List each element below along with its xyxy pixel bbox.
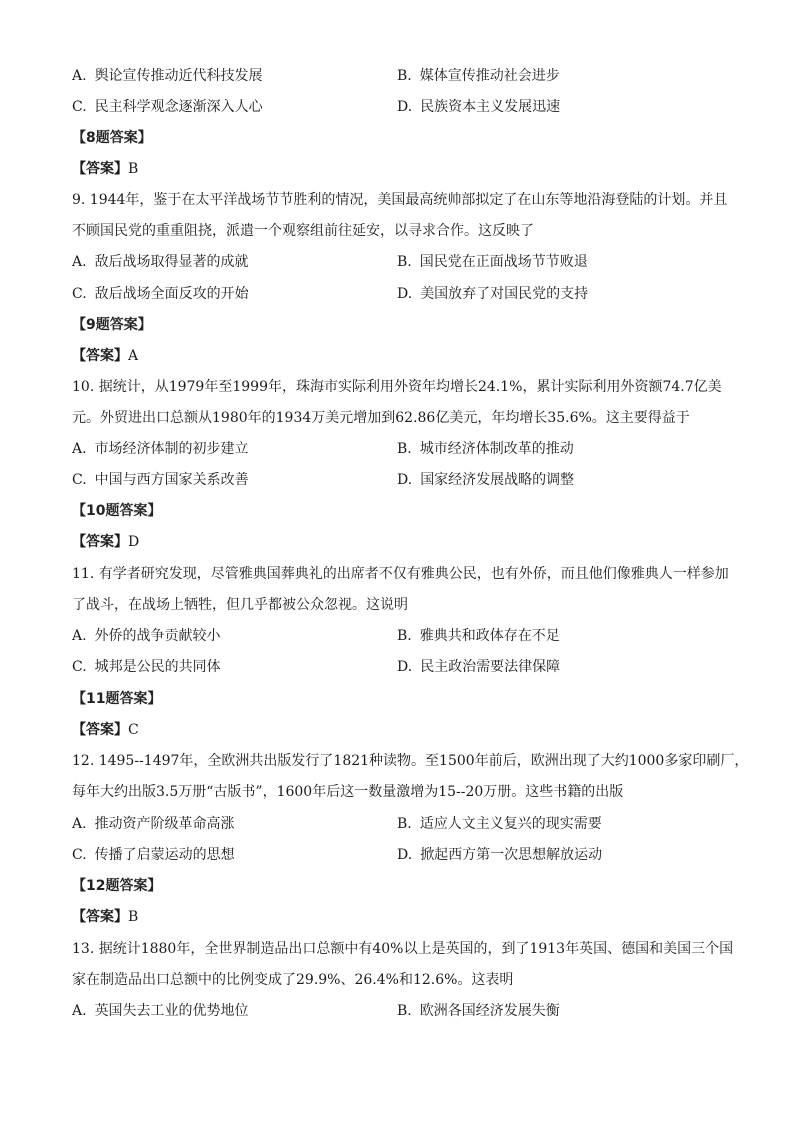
answer-value: B [128, 161, 139, 177]
q9-option-d[interactable]: D. 美国放弃了对国民党的支持 [397, 286, 589, 302]
answer-label: 【答案】 [72, 722, 128, 738]
q11-option-b[interactable]: B. 雅典共和政体存在不足 [397, 628, 560, 644]
q12-option-d[interactable]: D. 掀起西方第一次思想解放运动 [397, 847, 603, 863]
q8-answer [72, 159, 138, 179]
q13-option-a[interactable]: A. 英国失去工业的优势地位 [72, 1003, 249, 1019]
answer-value: D [128, 534, 140, 550]
q10-option-a[interactable]: A. 市场经济体制的初步建立 [72, 441, 249, 457]
q9-stem-line-1: 9. 1944年，鉴于在太平洋战场节节胜利的情况，美国最高统帅部拟定了在山东等地沿海登陆的计划。并且 [72, 192, 728, 208]
q12-option-c[interactable]: C. 传播了启蒙运动的思想 [72, 847, 235, 863]
q13-stem-line-1: 13. 据统计1880年，全世界制造品出口总额中有40%以上是英国的，到了1913年英国、德国和美国三个国 [72, 941, 734, 957]
q11-option-d[interactable]: D. 民主政治需要法律保障 [397, 659, 561, 675]
q10-stem-line-2: 元。外贸进出口总额从1980年的1934万美元增加到62.86亿美元，年均增长35.6%。这主要得益于 [72, 410, 690, 426]
q10-stem-line-1: 10. 据统计，从1979年至1999年，珠海市实际利用外资年均增长24.1%，累计实际利用外资额74.7亿美 [72, 379, 722, 395]
q11-options-row-2 [72, 657, 732, 677]
q10-answer-header: 【10题答案】 [72, 503, 162, 519]
q8-option-b[interactable]: B. 媒体宣传推动社会进步 [397, 68, 560, 84]
q13-options-row-1 [72, 1001, 732, 1021]
q10-option-c[interactable]: C. 中国与西方国家关系改善 [72, 472, 249, 488]
answer-label: 【答案】 [72, 348, 128, 364]
q9-options-row-2 [72, 284, 732, 304]
q12-answer-header: 【12题答案】 [72, 878, 162, 894]
q11-stem-line-2: 了战斗，在战场上牺牲，但几乎都被公众忽视。这说明 [72, 597, 408, 613]
q11-options-row-1 [72, 626, 732, 646]
q8-options-row-2 [72, 97, 732, 117]
answer-value: A [128, 348, 139, 364]
q11-option-c[interactable]: C. 城邦是公民的共同体 [72, 659, 221, 675]
q10-options-row-1 [72, 439, 732, 459]
q11-answer [72, 720, 139, 740]
q10-option-b[interactable]: B. 城市经济体制改革的推动 [397, 441, 574, 457]
answer-value: B [128, 909, 139, 925]
q12-stem-line-2: 每年大约出版3.5万册“古版书”，1600年后这一数量激增为15--20万册。这些书籍的出版 [72, 784, 624, 800]
q9-option-c[interactable]: C. 敌后战场全面反攻的开始 [72, 286, 249, 302]
q9-option-b[interactable]: B. 国民党在正面战场节节败退 [397, 254, 588, 270]
q8-answer-header: 【8题答案】 [72, 130, 152, 146]
answer-label: 【答案】 [72, 534, 128, 550]
q12-option-a[interactable]: A. 推动资产阶级革命高涨 [72, 816, 235, 832]
q12-stem-line-1: 12. 1495--1497年，全欧洲共出版发行了1821种读物。至1500年前后，欧洲出现了大约1000多家印刷厂， [72, 753, 749, 769]
answer-label: 【答案】 [72, 909, 128, 925]
q9-options-row-1 [72, 252, 732, 272]
q12-option-b[interactable]: B. 适应人文主义复兴的现实需要 [397, 816, 602, 832]
q11-option-a[interactable]: A. 外侨的战争贡献较小 [72, 628, 221, 644]
q13-stem-line-2: 家在制造品出口总额中的比例变成了29.9%、26.4%和12.6%。这表明 [72, 972, 514, 988]
q8-options-row-1 [72, 66, 732, 86]
q8-option-c[interactable]: C. 民主科学观念逐渐深入人心 [72, 99, 263, 115]
answer-label: 【答案】 [72, 161, 128, 177]
q12-options-row-2 [72, 845, 732, 865]
q9-answer-header: 【9题答案】 [72, 317, 152, 333]
q10-option-d[interactable]: D. 国家经济发展战略的调整 [397, 472, 575, 488]
q10-answer [72, 532, 139, 552]
q10-options-row-2 [72, 470, 732, 490]
q11-stem-line-1: 11. 有学者研究发现，尽管雅典国葬典礼的出席者不仅有雅典公民，也有外侨，而且他们像雅典人一样参加 [72, 566, 729, 582]
q8-option-a[interactable]: A. 舆论宣传推动近代科技发展 [72, 68, 263, 84]
q13-option-b[interactable]: B. 欧洲各国经济发展失衡 [397, 1003, 560, 1019]
q9-stem-line-2: 不顾国民党的重重阻挠，派遣一个观察组前往延安，以寻求合作。这反映了 [72, 223, 534, 239]
q11-answer-header: 【11题答案】 [72, 691, 162, 707]
answer-value: C [128, 722, 139, 738]
q8-option-d[interactable]: D. 民族资本主义发展迅速 [397, 99, 561, 115]
q9-answer [72, 346, 138, 366]
q12-answer [72, 907, 138, 927]
q12-options-row-1 [72, 814, 732, 834]
q9-option-a[interactable]: A. 敌后战场取得显著的成就 [72, 254, 249, 270]
